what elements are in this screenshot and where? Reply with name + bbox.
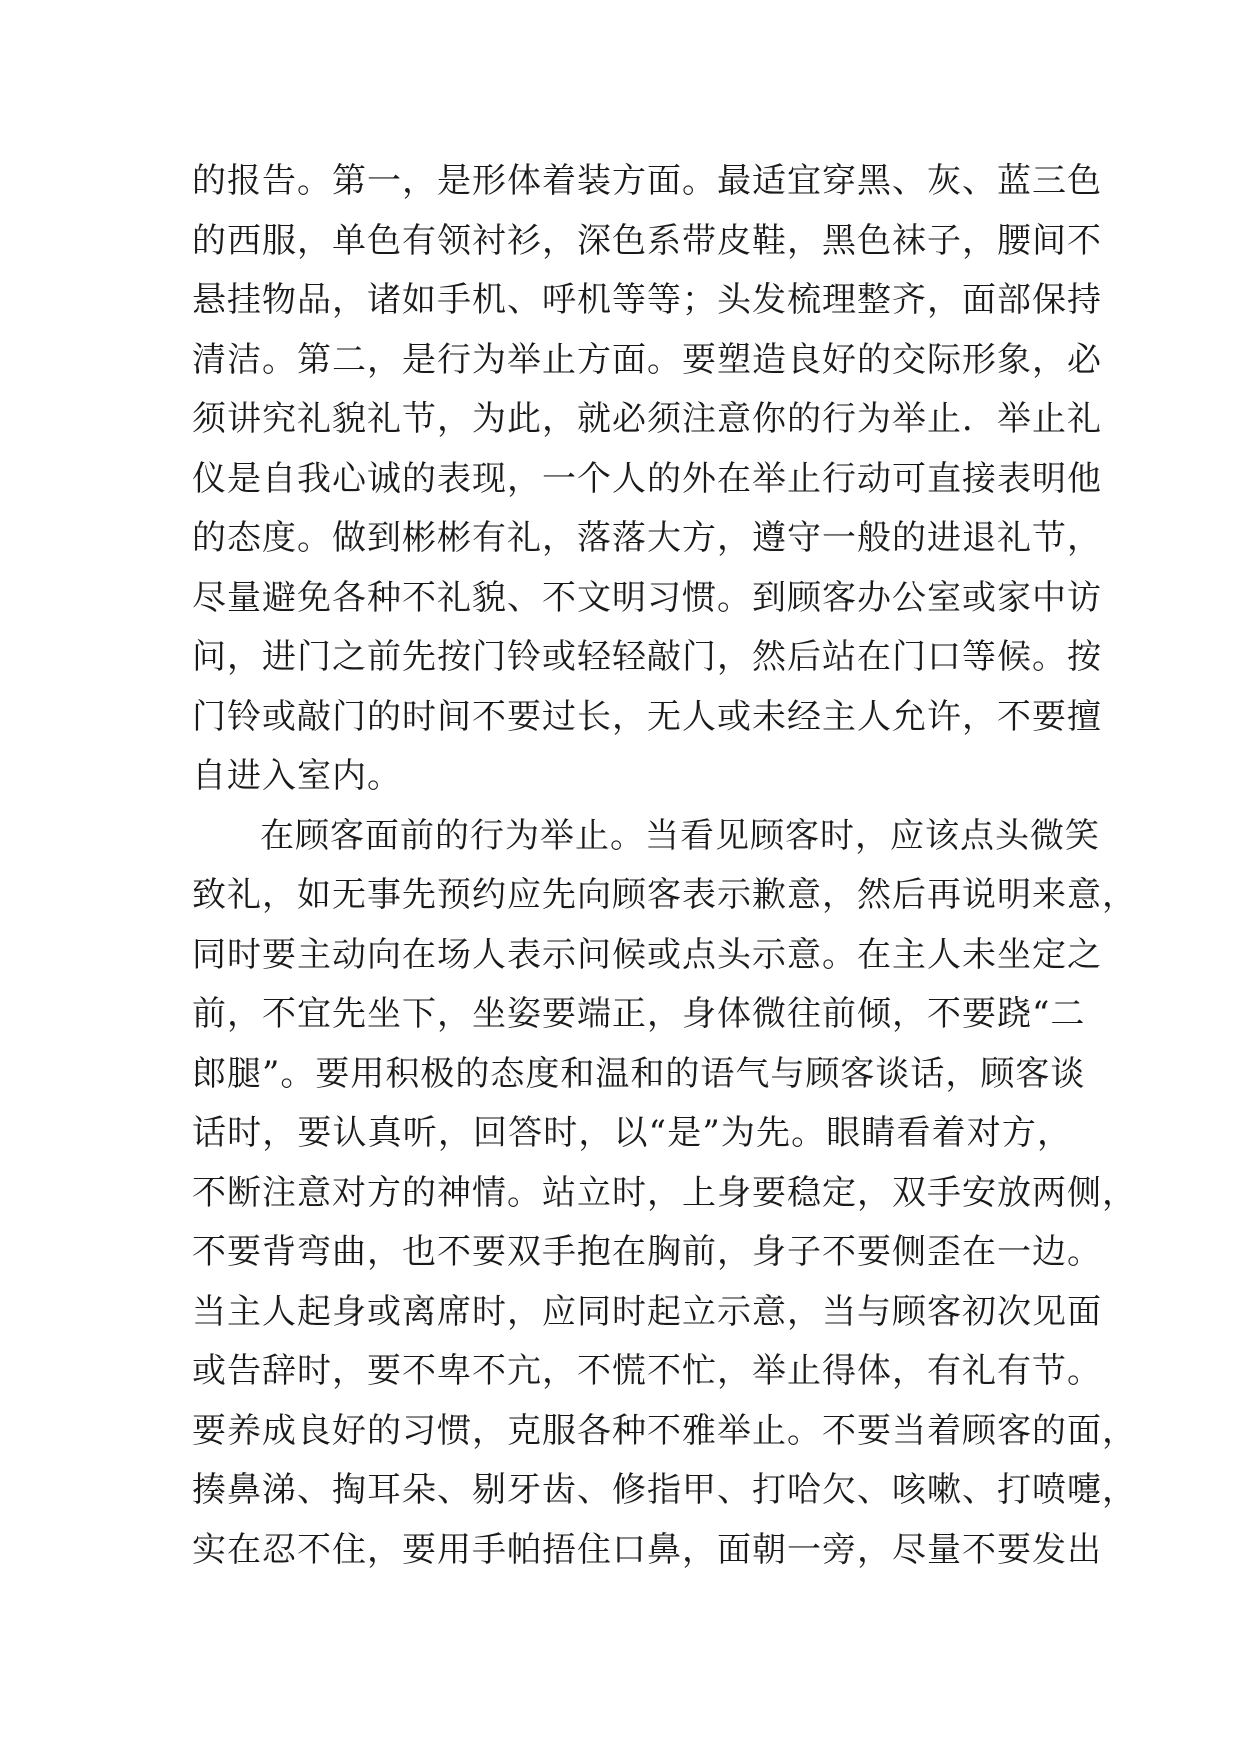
text-line: 的态度。做到彬彬有礼，落落大方，遵守一般的进退礼节， bbox=[192, 518, 1102, 558]
text-line: 在顾客面前的行为举止。当看见顾客时，应该点头微笑 bbox=[260, 815, 1100, 856]
text-line: 郎腿”。要用积极的态度和温和的语气与顾客谈话，顾客谈 bbox=[192, 1053, 1086, 1094]
text-line: 门铃或敲门的时间不要过长，无人或未经主人允许，不要擅 bbox=[192, 696, 1102, 737]
text-line: 实在忍不住，要用手帕捂住口鼻，面朝一旁，尽量不要发出 bbox=[192, 1529, 1102, 1570]
body-text bbox=[192, 152, 1137, 1580]
text-line: 的报告。第一，是形体着装方面。最适宜穿黑、灰、蓝三色 bbox=[192, 161, 1102, 201]
text-line: 话时，要认真听，回答时，以“是”为先。眼睛看着对方， bbox=[192, 1113, 1072, 1153]
text-line: 要养成良好的习惯，克服各种不雅举止。不要当着顾客的面， bbox=[192, 1410, 1137, 1451]
text-line: 仪是自我心诚的表现，一个人的外在举止行动可直接表明他 bbox=[192, 458, 1102, 499]
text-line: 尽量避免各种不礼貌、不文明习惯。到顾客办公室或家中访 bbox=[192, 577, 1102, 618]
text-line: 自进入室内。 bbox=[192, 756, 402, 796]
text-line: 致礼，如无事先预约应先向顾客表示歉意，然后再说明来意， bbox=[192, 875, 1137, 915]
paragraph-2 bbox=[192, 807, 1137, 1581]
text-line: 同时要主动向在场人表示问候或点头示意。在主人未坐定之 bbox=[192, 934, 1102, 975]
text-line: 清洁。第二，是行为举止方面。要塑造良好的交际形象，必 bbox=[192, 339, 1102, 380]
text-line: 揍鼻涕、掏耳朵、剔牙齿、修指甲、打哈欠、咳嗽、打喷嚏， bbox=[192, 1470, 1137, 1510]
paragraph-1 bbox=[192, 152, 1102, 807]
text-line: 的西服，单色有领衬衫，深色系带皮鞋，黑色袜子，腰间不 bbox=[192, 220, 1102, 261]
text-line: 悬挂物品，诸如手机、呼机等等；头发梳理整齐，面部保持 bbox=[192, 280, 1102, 320]
text-line: 问，进门之前先按门铃或轻轻敲门，然后站在门口等候。按 bbox=[192, 637, 1102, 677]
text-line: 前，不宜先坐下，坐姿要端正，身体微往前倾，不要跷“二 bbox=[192, 994, 1086, 1034]
text-line: 当主人起身或离席时，应同时起立示意，当与顾客初次见面 bbox=[192, 1291, 1102, 1332]
text-line: 不要背弯曲，也不要双手抱在胸前，身子不要侧歪在一边。 bbox=[192, 1232, 1102, 1272]
text-line: 或告辞时，要不卑不亢，不慌不忙，举止得体，有礼有节。 bbox=[192, 1351, 1102, 1391]
text-line: 不断注意对方的神情。站立时，上身要稳定，双手安放两侧， bbox=[192, 1172, 1137, 1213]
text-line: 须讲究礼貌礼节，为此，就必须注意你的行为举止．举止礼 bbox=[192, 399, 1102, 439]
